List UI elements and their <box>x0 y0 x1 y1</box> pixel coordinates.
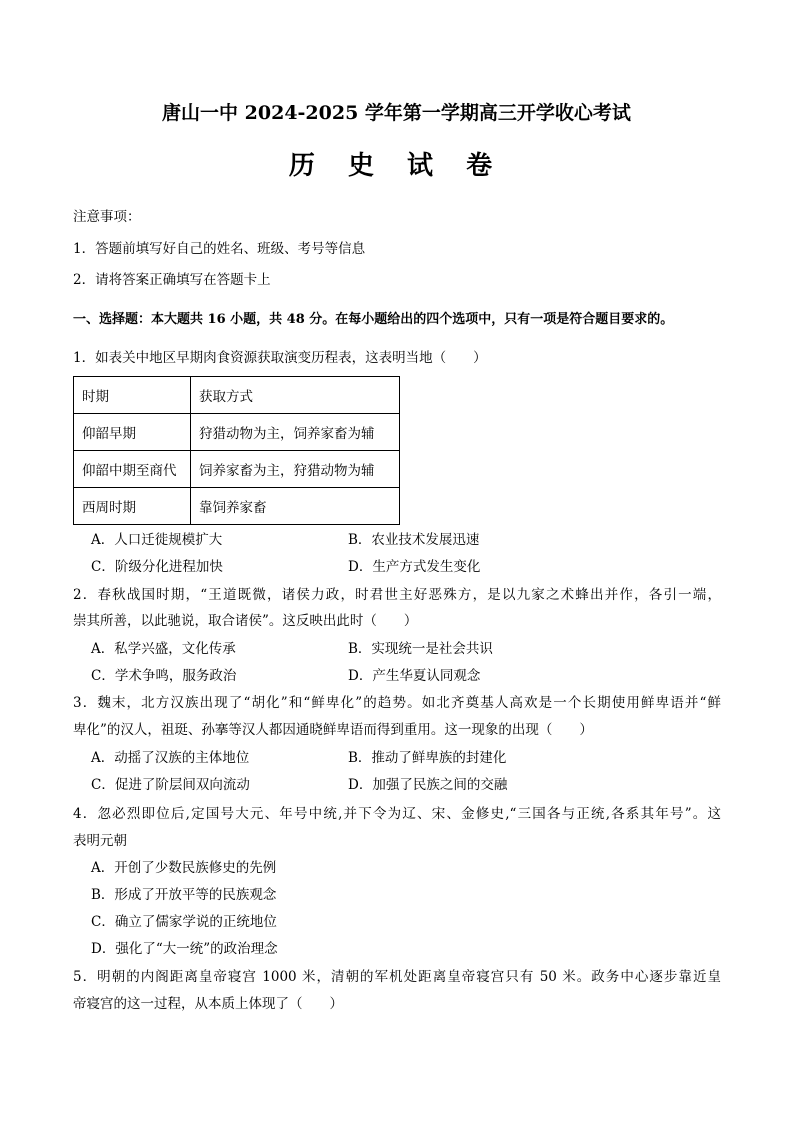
exam-subtitle: 历 史 试 卷 <box>288 151 505 181</box>
q4-option-b: B．形成了开放平等的民族观念 <box>91 887 277 903</box>
q4-option-a: A．开创了少数民族修史的先例 <box>91 860 277 876</box>
q3-option-c: C．促进了阶层间双向流动 <box>91 777 250 793</box>
table-row <box>74 451 400 488</box>
notice-item-2: 2．请将答案正确填写在答题卡上 <box>73 272 271 288</box>
q1-option-a: A．人口迁徙规模扩大 <box>91 532 223 548</box>
q4-option-d: D．强化了“大一统”的政治理念 <box>91 941 278 957</box>
q2-option-b: B．实现统一是社会共识 <box>348 641 493 657</box>
q2-option-d: D．产生华夏认同观念 <box>348 668 481 684</box>
table-cell: 饲养家畜为主，狩猎动物为辅 <box>191 451 400 488</box>
q3-option-b: B．推动了鲜卑族的封建化 <box>348 750 507 766</box>
q4-stem-line-2: 表明元朝 <box>73 833 127 849</box>
q2-option-a: A．私学兴盛，文化传承 <box>91 641 236 657</box>
table-header-cell: 时期 <box>74 377 191 414</box>
q4-stem-line-1: 4．忽必烈即位后,定国号大元、年号中统,并下令为辽、宋、金修史,“三国各与正统,各系其年号”。这 <box>73 806 721 822</box>
table-cell: 靠饲养家畜 <box>191 488 400 525</box>
table-row <box>74 414 400 451</box>
q2-stem-line-1: 2．春秋战国时期，“王道既微，诸侯力政，时君世主好恶殊方，是以九家之术蜂出并作，各引一端， <box>73 587 721 603</box>
q1-option-b: B．农业技术发展迅速 <box>348 532 480 548</box>
period-table <box>73 376 400 525</box>
q1-option-d: D．生产方式发生变化 <box>348 559 481 575</box>
q1-option-c: C．阶级分化进程加快 <box>91 559 223 575</box>
notice-heading: 注意事项： <box>73 209 141 225</box>
q2-option-c: C．学术争鸣，服务政治 <box>91 668 237 684</box>
q1-stem: 1．如表关中地区早期肉食资源获取演变历程表，这表明当地（ ） <box>73 350 487 366</box>
q3-option-a: A．动摇了汉族的主体地位 <box>91 750 250 766</box>
q5-stem-line-2: 帝寝宫的这一过程，从本质上体现了（ ） <box>73 996 343 1012</box>
q4-option-c: C．确立了儒家学说的正统地位 <box>91 914 277 930</box>
table-row <box>74 488 400 525</box>
exam-title: 唐山一中 2024-2025 学年第一学期高三开学收心考试 <box>162 102 631 124</box>
notice-item-1: 1．答题前填写好自己的姓名、班级、考号等信息 <box>73 241 366 257</box>
q3-stem-line-1: 3．魏末，北方汉族出现了“胡化”和“鲜卑化”的趋势。如北齐奠基人高欢是一个长期使用鲜卑语并“鲜 <box>73 695 721 711</box>
table-header-cell: 获取方式 <box>191 377 400 414</box>
table-header-row <box>74 377 400 414</box>
q3-stem-line-2: 卑化”的汉人，祖珽、孙搴等汉人都因通晓鲜卑语而得到重用。这一现象的出现（ ） <box>73 722 593 738</box>
section-heading: 一、选择题：本大题共 16 小题，共 48 分。在每小题给出的四个选项中，只有一项是符合题目要求的。 <box>73 312 674 327</box>
q5-stem-line-1: 5．明朝的内阁距离皇帝寝宫 1000 米，清朝的军机处距离皇帝寝宫只有 50 米。政务中心逐步靠近皇 <box>73 969 721 985</box>
table-cell: 狩猎动物为主，饲养家畜为辅 <box>191 414 400 451</box>
table-cell: 仰韶早期 <box>74 414 191 451</box>
q2-stem-line-2: 崇其所善，以此驰说，取合诸侯”。这反映出此时（ ） <box>73 613 418 629</box>
table-cell: 西周时期 <box>74 488 191 525</box>
q3-option-d: D．加强了民族之间的交融 <box>348 777 508 793</box>
table-cell: 仰韶中期至商代 <box>74 451 191 488</box>
